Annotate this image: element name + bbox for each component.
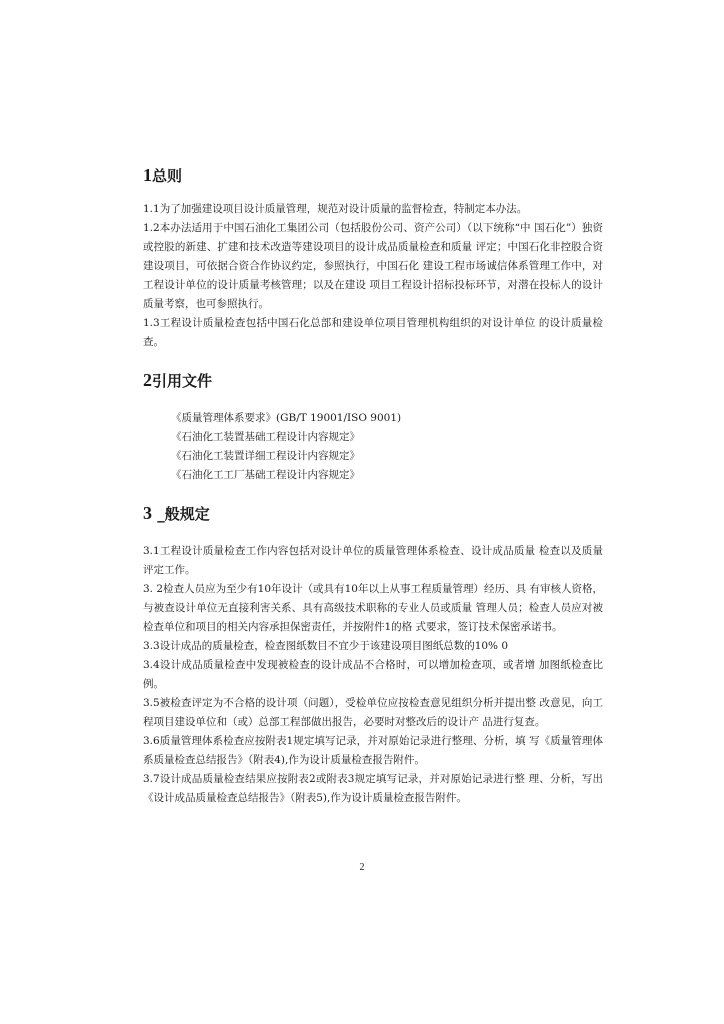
section-3-heading [143,503,603,524]
section-2-body [143,409,603,485]
reference-item: 《石油化工工厂基础工程设计内容规定》 [171,469,360,481]
section-3-body [143,542,603,808]
section-1-heading [143,165,603,186]
section-3-title: _般规定 [157,505,210,523]
paragraph-3-4: 3.4设计成品质量检查中发现被检查的设计成品不合格时，可以增加检查项，或者增 加图纸检查比例。 [143,659,603,690]
paragraph-1-2: 1.2本办法适用于中国石油化工集团公司（包括股份公司、资产公司）（以下统称“中 国石化”）独资或控股的新建、扩建和技术改造等建设项目的设计成品质量检查和质量 评定；中国石化非控股合资建设项目，可依据合资合作协议约定，参照执行，中国石化 建设工程市场诚信体系管理工作中，对工程设计单位的设计质量考核管理；以及在建设 项目工程设计招标投标环节，对潜在投标人的设计质量考察，也可参照执行。 [143,222,603,310]
paragraph-1-3: 1.3工程设计质量检查包括中国石化总部和建设单位项目管理机构组织的对设计单位 的设计质量检查。 [143,317,603,348]
reference-item: 《石油化工装置基础工程设计内容规定》 [171,431,360,443]
section-1-number: 1 [143,165,152,185]
reference-list [143,409,603,485]
reference-item: 《质量管理体系要求》(GB/T 19001/ISO 9001) [171,412,402,424]
paragraph-3-3: 3.3设计成品的质量检查，检查图纸数目不宜少于该建设项目图纸总数的10% 0 [143,640,509,652]
paragraph-3-7: 3.7设计成品质量检查结果应按附表2或附表3规定填写记录，并对原始记录进行整 理、分析，写出《设计成品质量检查总结报告》（附表5),作为设计质量检查报告附件。 [143,773,603,804]
section-3-number: 3 [143,503,152,523]
paragraph-3-5: 3.5被检查评定为不合格的设计项（问题），受检单位应按检查意见组织分析并提出整 改意见，向工程项目建设单位和（或）总部工程部做出报告，必要时对整改后的设计产 品进行复查。 [143,697,603,728]
page-number: 2 [359,862,365,873]
paragraph-3-1: 3.1工程设计质量检查工作内容包括对设计单位的质量管理体系检查、设计成品质量 检查以及质量评定工作。 [143,545,603,576]
section-1-body [143,200,603,352]
paragraph-1-1: 1.1为了加强建设项目设计质量管理，规范对设计质量的监督检查，特制定本办法。 [143,203,528,215]
document-body [143,165,603,808]
section-1-title: 总则 [152,167,183,185]
section-2-number: 2 [143,370,152,390]
section-2-title: 引用文件 [152,372,213,390]
paragraph-3-2: 3. 2检查人员应为至少有10年设计（或具有10年以上从事工程质量管理）经历、具 有审核人资格，与被查设计单位无直接利害关系、具有高级技术职称的专业人员或质量 管理人员；检查人员应对被检查单位和项目的相关内容承担保密责任，并按附件1的格 式要求，签订技术保密承诺书。 [143,583,603,633]
reference-item: 《石油化工装置详细工程设计内容规定》 [171,450,360,462]
paragraph-3-6: 3.6质量管理体系检查应按附表1规定填写记录，并对原始记录进行整理、分析，填 写《质量管理体系质量检查总结报告》（附表4),作为设计质量检查报告附件。 [143,735,603,766]
section-2-heading [143,370,603,391]
